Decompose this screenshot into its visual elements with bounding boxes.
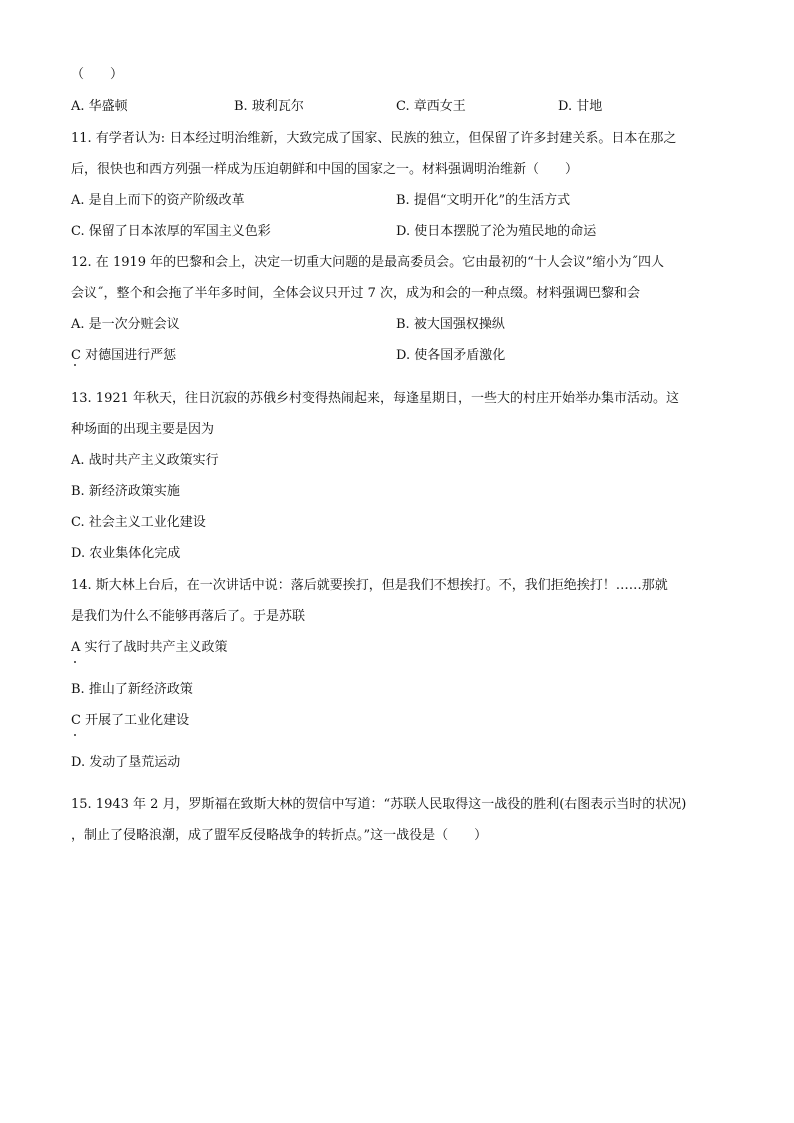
- q12-stem-line2: 会议˝，整个和会拖了半年多时间，全体会议只开过 7 次，成为和会的一种点缀。材料强调巴黎和会: [71, 286, 641, 301]
- q13-option-d: D. 农业集体化完成: [71, 546, 181, 561]
- q12-option-a: A. 是一次分赃会议: [71, 317, 180, 332]
- q14-option-a: A 实行了战时共产主义政策: [71, 640, 228, 655]
- q12-stem-line1: 12. 在 1919 年的巴黎和会上，决定一切重大问题的是最高委员会。它由最初的“十人会议”缩小为˝四人: [71, 255, 664, 270]
- q13-stem-line1: 13. 1921 年秋天，往日沉寂的苏俄乡村变得热闹起来，每逢星期日，一些大的村庄开始举办集市活动。这: [71, 391, 680, 406]
- q14-option-b: B. 推山了新经济政策: [71, 682, 193, 697]
- q10-option-d: D. 甘地: [558, 99, 603, 114]
- q15-stem-line1: 15. 1943 年 2 月，罗斯福在致斯大林的贺信中写道：“苏联人民取得这一战役的胜利(右图表示当时的状况): [71, 797, 687, 812]
- q13-option-b: B. 新经济政策实施: [71, 484, 180, 499]
- q12-option-c-dot: [74, 364, 76, 366]
- q14-option-d: D. 发动了垦荒运动: [71, 755, 181, 770]
- q13-stem-line2: 种场面的出现主要是因为: [71, 422, 215, 437]
- q10-answer-bracket: （ ）: [71, 67, 124, 82]
- q15-stem-line2: ，制止了侵略浪潮，成了盟军反侵略战争的转折点。”这一战役是（ ）: [71, 828, 488, 843]
- q11-option-b: B. 提倡“文明开化”的生活方式: [396, 193, 571, 208]
- q10-option-b: B. 玻利瓦尔: [234, 99, 304, 114]
- q14-stem-line2: 是我们为什么不能够再落后了。于是苏联: [71, 609, 306, 624]
- q14-option-a-dot: [74, 661, 76, 663]
- q12-option-c: C 对德国进行严惩: [71, 348, 177, 363]
- q11-option-a: A. 是自上而下的资产阶级改革: [71, 193, 245, 208]
- q13-option-c: C. 社会主义工业化建设: [71, 515, 206, 530]
- q11-stem-line1: 11. 有学者认为: 日本经过明治维新，大致完成了国家、民族的独立，但保留了许多封建关系。日本在那之: [71, 131, 677, 146]
- q10-option-c: C. 章西女王: [396, 99, 466, 114]
- q14-stem-line1: 14. 斯大林上台后，在一次讲话中说：落后就要挨打，但是我们不想挨打。不，我们拒绝挨打！……那就: [71, 578, 668, 593]
- q11-option-d: D. 使日本摆脱了沦为殖民地的命运: [396, 224, 597, 239]
- q12-option-b: B. 被大国强权操纵: [396, 317, 505, 332]
- q14-option-c-dot: [74, 734, 76, 736]
- q14-option-c: C 开展了工业化建设: [71, 713, 190, 728]
- q13-option-a: A. 战时共产主义政策实行: [71, 453, 219, 468]
- q10-option-a: A. 华盛顿: [71, 99, 128, 114]
- q11-stem-line2: 后，很快也和西方列强一样成为压迫朝鲜和中国的国家之一。材料强调明治维新（ ）: [71, 162, 579, 177]
- q11-option-c: C. 保留了日本浓厚的军国主义色彩: [71, 224, 271, 239]
- q12-option-d: D. 使各国矛盾激化: [396, 348, 506, 363]
